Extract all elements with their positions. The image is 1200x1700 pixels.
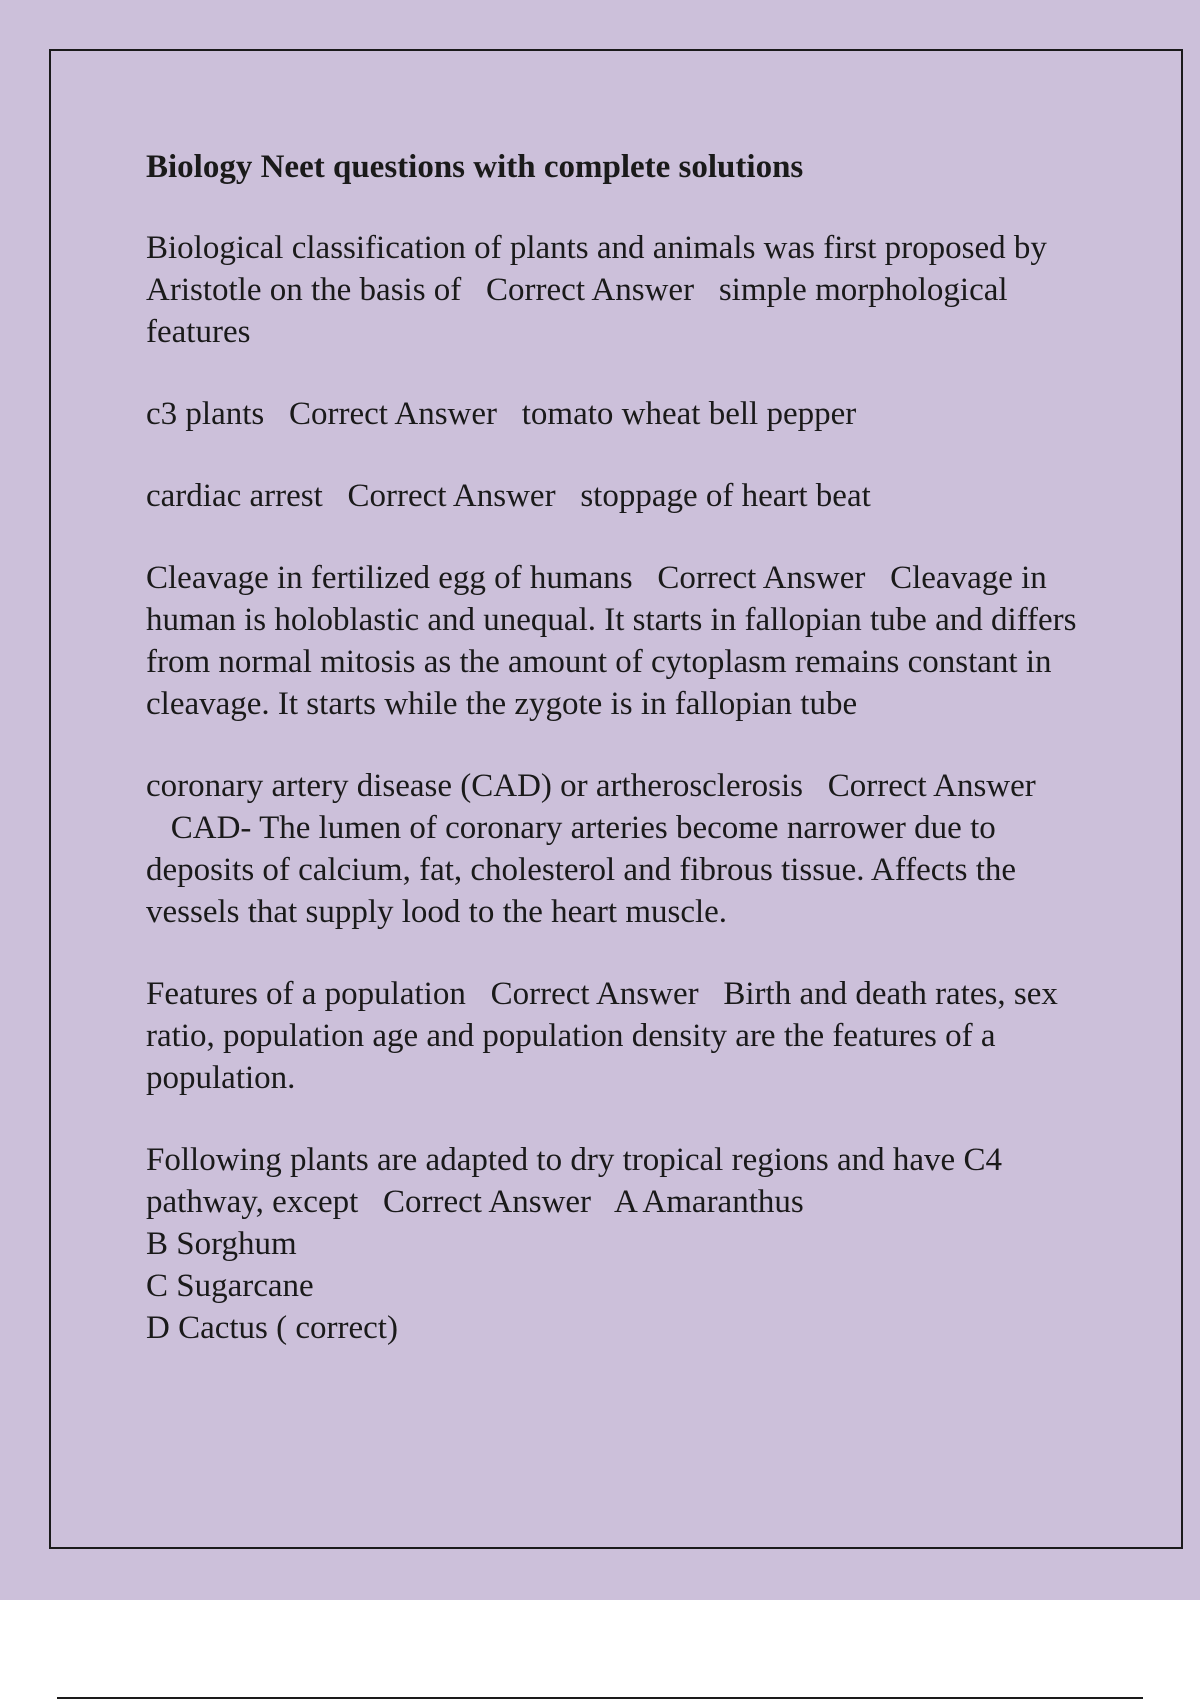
question-text: cardiac arrest [146,478,323,514]
qa-item-5 [146,765,1096,933]
answer-label: Correct Answer [657,560,866,596]
qa-item-1 [146,227,1096,353]
answer-text: simple morphological features [146,272,1008,350]
question-text: Features of a population [146,976,466,1012]
document-content [146,143,1096,1389]
answer-text: A Amaranthus [613,1184,804,1220]
option-d: D Cactus ( correct) [146,1310,398,1346]
answer-text: tomato wheat bell pepper [521,396,857,432]
footer-divider [57,1697,1143,1699]
answer-label: Correct Answer [486,272,695,308]
answer-text: Birth and death rates, sex ratio, population age and population density are the features of a population. [146,976,1058,1096]
document-title: Biology Neet questions with complete solutions [146,149,804,185]
answer-label: Correct Answer [383,1184,592,1220]
qa-item-3 [146,475,1096,517]
question-text: Cleavage in fertilized egg of humans [146,560,633,596]
answer-text: stoppage of heart beat [580,478,871,514]
option-c: C Sugarcane [146,1268,314,1304]
answer-text: Cleavage in human is holoblastic and unequal. It starts in fallopian tube and differs from normal mitosis as the amount of cytoplasm remains constant in cleavage. It starts while the zygote is in fallopian tube [146,560,1077,722]
answer-label: Correct Answer [827,768,1036,804]
answer-label: Correct Answer [347,478,556,514]
qa-item-4 [146,557,1096,725]
question-text: Following plants are adapted to dry tropical regions and have C4 pathway, except [146,1142,1002,1220]
question-text: Biological classification of plants and animals was first proposed by Aristotle on the basis of [146,230,1047,308]
answer-label: Correct Answer [288,396,498,432]
question-text: coronary artery disease (CAD) or artherosclerosis [146,768,803,804]
qa-item-2 [146,393,1096,435]
answer-label: Correct Answer [490,976,699,1012]
option-b: B Sorghum [146,1226,297,1262]
qa-item-7 [146,1139,1096,1349]
question-text: c3 plants [146,396,265,432]
answer-text: CAD- The lumen of coronary arteries become narrower due to deposits of calcium, fat, cholesterol and fibrous tissue. Affects the vessels that supply lood to the heart muscle. [146,810,1017,930]
qa-item-6 [146,973,1096,1099]
